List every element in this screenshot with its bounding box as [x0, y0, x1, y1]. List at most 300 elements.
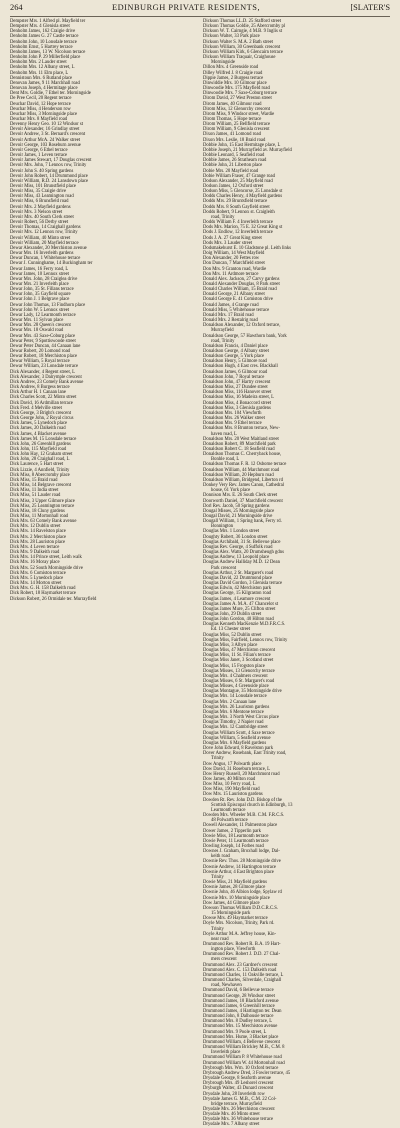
directory-entry: road, Trinity — [211, 214, 235, 220]
directory-entry: Douglas Kenneth MacKenzie M.D.F.R.C.S. — [203, 622, 286, 628]
directory-entry: Inverleith place — [211, 1050, 241, 1056]
directory-entry: Dover Andrew, Rosebank, East Trinity road, — [203, 751, 287, 757]
directory-entry: Dowden Mrs. Wheeler M.B. C.M. F.R.C.S. — [203, 813, 285, 819]
directory-entry: Trinity — [211, 926, 224, 932]
directory-entry: Dickson William Traquair, Craighouse — [203, 55, 276, 61]
directory-entry: Devoir Mrs. 3 Nelson street — [10, 209, 63, 215]
directory-entry: Drummond Rev. Robert R. B.A. 19 Hart- — [203, 941, 281, 947]
directory-entry: Dodds Mrs. 29 Bruntsfield terrace — [203, 199, 268, 205]
directory-entry: Drummond Charles, 11 Oakville terrace, L — [203, 972, 284, 978]
directory-entry: Donaldson George, 5 York place — [203, 354, 265, 360]
directory-entry: Dodsmakehurst E. 10 Gladstone pl. Leith links — [203, 245, 292, 251]
directory-entry: Douglas Mrs. 2 Canaan lane — [203, 699, 257, 705]
directory-entry: Scottish Episcopal church in Edinburgh, 13 — [211, 802, 293, 808]
directory-entry: Dickson William, 30 Greenbank crescent — [203, 44, 281, 50]
directory-entry: Dixon James, 41 Lomond road — [203, 132, 261, 138]
directory-entry: Douglas Timothy, 2 Napier road — [203, 720, 264, 726]
directory-entry: Devoir George, 103 Roseburn avenue — [10, 142, 81, 148]
directory-entry: Devoir Robert, 56 Derby street — [10, 220, 69, 226]
right-column — [203, 19, 394, 1128]
directory-entry: Dewar Peter, 9 Spottiswoode street — [10, 338, 76, 344]
directory-entry: Donaldson James, 6 Gilmour road — [203, 369, 268, 375]
directory-entry: Denholm James, 162 Craigie drive — [10, 29, 76, 35]
directory-entry: Dick James, 4 Blacket avenue — [10, 431, 67, 437]
directory-entry: Denholm John, 10 Lonsdale terrace — [10, 39, 77, 45]
directory-entry: Dirom Thomas, 5 Hope terrace — [203, 116, 262, 122]
left-column — [10, 19, 201, 646]
directory-entry: ington place, Viewforth — [211, 947, 256, 953]
directory-entry: Downie John, 46 Albion lodge, Spylaw rd — [203, 890, 282, 896]
directory-entry: Deuchar Miss, 3 Morningside place — [10, 111, 78, 117]
directory-entry: Dowie Peter, 11 Learmonth terrace — [203, 838, 269, 844]
directory-entry: Donaldson John, 7 Royal terrace — [203, 374, 265, 380]
directory-entry: Dempster Mrs. 1 Alfred pl. Mayfield ter — [10, 19, 86, 24]
directory-entry: Donaldson Hugh, 4 East cres. Blackhall — [203, 364, 278, 370]
directory-entry: Donnison Mrs. E. 26 South Clerk street — [203, 493, 278, 499]
directory-entry: Dick Miss, 25 Leamington terrace — [10, 503, 75, 509]
directory-entry: Donaldson Robert, 89 Marchfield park — [203, 441, 276, 447]
directory-entry: Dorl Rev. Jacob, 50 Spring gardens — [203, 503, 270, 509]
directory-entry: Donaldson Mrs. 26 Walker street — [203, 416, 265, 422]
directory-entry: Devoir William, 20 Mayfield terrace — [10, 240, 79, 246]
directory-entry: Don Duncan, 7 Marchfield street — [203, 261, 265, 267]
directory-entry: Dow Henry Russell, 20 Marchmont road — [203, 771, 280, 777]
directory-entry: Devoir Mrs. 12 Lennox row, Trinity — [10, 230, 78, 236]
directory-entry: Devoir James Stewart, 17 Douglas crescent — [10, 158, 92, 164]
directory-entry: Douglas Andrew, 13 Leopold place — [203, 555, 270, 561]
directory-entry: Dent Mrs. Goldie, 7 Ethel ter. Morningside — [10, 91, 91, 97]
directory-entry: Dennistoun Mrs. 6 Rutland place — [10, 75, 73, 81]
directory-entry: Denholm Mrs. 11 Elm place, L — [10, 70, 69, 76]
directory-entry: Dempster Mrs. 4 Glenisla street — [10, 24, 70, 30]
directory-entry: Ed. 13 Chester street — [211, 627, 251, 633]
directory-entry: Drysdale George, 8 Seaforth avenue — [203, 1076, 271, 1082]
directory-entry: Downie Rev. Thos. 28 Morningside drive — [203, 859, 281, 865]
directory-entry: Drummond John, 8 Dalhousie terrace — [203, 1014, 274, 1020]
directory-entry: Devoir John Robert, 14 Drummond place — [10, 173, 88, 179]
page-header — [10, 3, 390, 15]
directory-entry: Douglas Misses, 13 Glenorchy terrace — [203, 668, 275, 674]
directory-entry: Doughty Robert, 36 London street — [203, 534, 268, 540]
directory-entry: Dick Mrs. 9 Dalkeith road — [10, 550, 60, 556]
directory-entry: Dewar Mrs. 43 Saxe-Coburg place — [10, 333, 76, 339]
directory-entry: Dick Miss, 14 Belgrave crescent — [10, 483, 72, 489]
directory-entry: Drummond James, 10 Blackford avenue — [203, 998, 279, 1004]
directory-entry: Dewar Mrs. 21 Inverleith place — [10, 281, 69, 287]
directory-entry: Donaldson Miss, 3 Glenisla gardens — [203, 405, 271, 411]
directory-entry: Deuchar Miss, 4 Henderson row — [10, 106, 71, 112]
directory-entry: Denovan Joseph, 4 Hermitage place — [10, 86, 78, 92]
directory-entry: Dewar John, 35 Gayfield square — [10, 292, 71, 298]
directory-entry: Drysdale Mrs. 26 Merchiston crescent — [203, 1106, 275, 1112]
directory-entry: Douglas Montague, 35 Morningside drive — [203, 689, 282, 695]
directory-entry: haven road, L — [211, 431, 237, 437]
directory-entry: Devoir James, 1 Leven terrace — [10, 153, 68, 159]
directory-entry: Drummond Mrs. 15 Merchiston avenue — [203, 1024, 278, 1030]
directory-entry: Learmonth terrace — [211, 807, 246, 813]
directory-entry: Douglas John Gordon, 40 Hilton road — [203, 617, 274, 623]
directory-entry: Dewar Mrs. 11 Sylvan place — [10, 318, 64, 324]
directory-entry: Don Alexander, 20 Fettes row — [203, 256, 260, 262]
directory-entry: Dewar Mrs. John, 28 Craiglea drive — [10, 276, 78, 282]
directory-entry: Douglas Miss, Fairfield, Lennox row, Trinity — [203, 637, 288, 643]
directory-entry: Douglas James A. M.A. 47 Chancelot st — [203, 601, 279, 607]
directory-entry: Devoir Mrs. 2 Mayfield gardens — [10, 204, 71, 210]
directory-entry: Denholm Mrs. 2 Lauder street — [10, 60, 67, 66]
directory-entry: Dick James, 20 Dalkeith road — [10, 426, 66, 432]
directory-entry: Douglas Miss, 15 Frogston place — [203, 663, 265, 669]
directory-entry: Donaldson Miss, 27 Dundee street — [203, 385, 268, 391]
directory-entry: Douglas Edwin, 42 Merchiston park — [203, 586, 272, 592]
directory-entry: Douglas Andrew Halliday M.D. 12 Dean — [203, 560, 280, 566]
directory-entry: Dobie Mrs. 20 Mayfield road — [203, 168, 259, 174]
directory-entry: Dick Mrs. 14 Prince street, Leith walk — [10, 555, 82, 561]
directory-entry: Downes J. Graham, Broxhall lodge, Dal- — [203, 849, 280, 855]
directory-entry: Dickson Robert, 26 Ormidale ter. Murrayfield — [10, 596, 97, 602]
directory-entry: 15 Morningside park — [211, 911, 251, 917]
directory-entry: Denholm Ernst, 5 Hartrey terrace — [10, 44, 73, 50]
directory-entry: Douglas Miss, 3 Albyn place — [203, 642, 258, 648]
directory-entry: Dodson Miss, 5 Glencorse, 25 Lonsdale st — [203, 189, 283, 195]
directory-entry: Dods J. A. 27 Great King street — [203, 235, 262, 241]
directory-entry: bridge terrace, Murrayfield — [211, 1101, 262, 1107]
directory-entry: Drummond Rev. Robert J. D.D. 27 Chal- — [203, 952, 281, 958]
directory-entry: Denholm James, 13 W. Nicolson terrace — [10, 49, 86, 55]
directory-entry: Dowse Mrs. 49 Haymarket terrace — [203, 916, 268, 922]
directory-entry: Dick Lizzie, 4 Annfield, Trinity — [10, 467, 70, 473]
directory-entry: Drummond Mrs. Hume, 3 Blacket place — [203, 1034, 279, 1040]
directory-entry: keith road — [211, 854, 230, 860]
directory-entry: Dougall William, 1 Spring bank, Ferry rd. — [203, 519, 282, 525]
directory-entry: Dick James, 5 Lynedoch place — [10, 421, 68, 427]
directory-entry: Dirom William, 9 Glenisla crescent — [203, 127, 270, 133]
directory-entry: Dowie Miss, 18 Learmonth terrace — [203, 833, 269, 839]
directory-entry: Dewar James, 16 Ferry road, L — [10, 266, 69, 272]
directory-entry: Dick John, 28 Craighall road, L — [10, 457, 70, 463]
directory-entry: Drummond Alex. C. 153 Dalkeith road — [203, 967, 277, 973]
directory-entry: Douglas William, 5 Seafield avenue — [203, 735, 271, 741]
directory-entry: Dick George John, 2 Royal circus — [10, 416, 74, 422]
directory-entry: Dodds William F. 4 Inverleith terrace — [203, 220, 273, 226]
directory-entry: Dick Mrs. 52 South Morningside drive — [10, 565, 83, 571]
directory-entry: Dodson James, 12 Oxford street — [203, 184, 264, 189]
directory-entry: mers crescent — [211, 957, 237, 963]
directory-entry: Dobie William Fraser, 47 Grange road — [203, 173, 275, 179]
directory-entry: Donaldson John, 47 Hartry crescent — [203, 379, 271, 385]
directory-entry: Dewar Robert, 20 Lomond road — [10, 349, 71, 354]
directory-entry: Dewar Duncan, 1 Whitehouse terrace — [10, 256, 81, 262]
directory-entry: Dirom Miss, 12 Glenorchy crescent — [203, 106, 271, 112]
directory-entry: Douglas John, 29 Dublin street — [203, 611, 262, 617]
directory-entry: Douglas Mrs. 12 Cambridge street — [203, 725, 268, 731]
directory-entry: Drybrough Mrs. 49 Leshorel crescent — [203, 1081, 274, 1087]
directory-entry: Douglas Miss, 52 Dublin street — [203, 632, 262, 638]
directory-entry: Drummond David, 6 Bellevue terrace — [203, 988, 274, 994]
directory-entry: Douglas Mrs. 3 North West Circus place — [203, 715, 279, 721]
directory-entry: Devoir Mrs. John, 7 Lennox row, Trinity — [10, 163, 87, 169]
directory-entry: Dewar Robert, 18 Merchiston place — [10, 354, 78, 360]
directory-entry: Donald Mrs. 2 Restalrig road — [203, 318, 258, 324]
directory-entry: Donaldson George, 57 Hawthorn bank, York — [203, 333, 287, 339]
directory-entry: Drummond Mrs. 9 Poole street, L — [203, 1029, 267, 1035]
directory-entry: Donald George E. 41 Comiston drive — [203, 297, 273, 303]
directory-entry: Dick Mrs. 63 Comely Bank avenue — [10, 519, 77, 525]
directory-entry: Devoir Arthur McA. 24 Walker street — [10, 137, 81, 143]
directory-entry: Dick Miss, 18 Cluny gardens — [10, 508, 65, 514]
directory-entry: near road — [211, 936, 229, 942]
directory-entry: Dodds Mrs. 8 South Gayfield street — [203, 204, 270, 210]
directory-entry: Dougal David, 21 Morningside drive — [203, 514, 273, 519]
directory-entry: Donaldson William, Bridgend, Liberton rd — [203, 477, 283, 483]
directory-entry: Douglas Mrs. 14 Lonsdale terrace — [203, 694, 267, 700]
directory-entry: Drummond William Brickley M.B., C.M. 8 — [203, 1045, 285, 1051]
directory-entry: Denholm Mrs. 12 Albany street, L — [10, 65, 75, 71]
directory-entry: Douglas Misses, 4 Greenside place — [203, 684, 269, 690]
directory-entry: Drummond William P. 8 Whitehouse road — [203, 1055, 282, 1061]
directory-entry: Dods J. Endlow, 12 Inverleith terrace — [203, 230, 273, 236]
directory-entry: Dick Miss, 51 Lauder road — [10, 493, 61, 499]
directory-entry: Drummond Mrs. 8 Dudley terrace, L — [203, 1019, 273, 1025]
directory-entry: Dick Robert, 18 Haymarket terrace — [10, 591, 76, 597]
directory-entry: Dinwoodie Mrs. 7 Saxe-Coburg terrace — [203, 91, 277, 97]
directory-entry: Dippie James, 2 Burgess terrace — [203, 75, 264, 81]
directory-entry: Donaldson Thomas F. R. 12 Osborne terrace — [203, 462, 287, 468]
directory-entry: Drybrough Mrs. Wm. 10 Oxford terrace — [203, 1065, 279, 1071]
directory-entry: Dewar William, 5 Royal terrace — [10, 359, 70, 365]
directory-entry: Donald Miss, 5 Whitehouse terrace — [203, 307, 270, 313]
directory-entry: Dick Andrew, 23 Comely Bank avenue — [10, 379, 84, 385]
directory-entry: Dick Arthur H. 1 Canaan lane — [10, 390, 66, 396]
directory-entry: Dixon Mrs. Leslie, 18 Braid road — [203, 137, 266, 143]
directory-entry: Dick Mrs. 12 Dublin street — [10, 524, 61, 530]
directory-entry: Douglas Miss, 11 St. Filian's terrace — [203, 653, 271, 659]
header-rule — [10, 16, 390, 17]
directory-entry: Drummond James, 4 Hartington ter. Dean — [203, 1009, 282, 1014]
directory-entry: Dickson Walter S. M.A. 2 Bath street — [203, 39, 273, 45]
directory-entry: Downie Arthur, 4 East Brighton place — [203, 869, 274, 875]
directory-entry: Dodds Robert, 9 Lennox st. Craigleith — [203, 209, 275, 215]
directory-entry: Dewar John, 35 St. Fillans terrace — [10, 287, 74, 293]
directory-entry: Douglas Rev. George, 4 Suffolk road — [203, 544, 273, 550]
directory-entry: Dick Laurence, 5 Hart street — [10, 462, 64, 468]
directory-entry: Dods Mrs. Marion, 75 E. 32 Great King st — [203, 225, 283, 231]
directory-entry: road, Trinity — [211, 338, 235, 344]
directory-entry: Dewar William, 23 Lonsdale terrace — [10, 364, 79, 370]
directory-entry: Denovan James, 9 11 Marchhall road — [10, 80, 80, 86]
directory-entry: Douglas Mrs. 6 Mayfield gardens — [203, 740, 267, 746]
directory-entry: Dirom Miss, 9 Windsor street, Wardie — [203, 111, 275, 117]
directory-entry: Dow Miss, 10 Ferry road, L — [203, 782, 256, 788]
directory-entry: Bonhle road, L — [211, 457, 240, 463]
directory-entry: Dick Mrs. 14 Ravelston place — [10, 529, 66, 535]
directory-entry: Douglas Mrs. 26 Lauriston gardens — [203, 704, 270, 710]
directory-entry: Donaldson Thomas C. Cherryback house, — [203, 452, 282, 458]
directory-entry: Dick John, 115 Mayfield road — [10, 446, 67, 452]
directory-entry: Dick Charles Scott, 22 Minto street — [10, 395, 77, 401]
directory-entry: Dick John Hay, 12 Graham street — [10, 452, 73, 458]
directory-entry: Donkey Very Rev. James Canon, Cathedral — [203, 483, 284, 489]
directory-entry: Dow Miss, 190 Mayfield road — [203, 787, 260, 793]
directory-entry: Devoir Miss, 35 Craigie drive — [10, 189, 67, 195]
directory-entry: Dick Mrs. G. H. 158 Dalkeith road — [10, 586, 76, 592]
directory-entry: Dickson W. T. Cairngie, 4 M.B. 9 Inglis st — [203, 29, 283, 35]
directory-entry: Dodds Charles Henry, 4 Mayfield gardens — [203, 194, 283, 200]
directory-entry: Dewar John J. 1 Belgrave place — [10, 297, 70, 303]
directory-entry: Denholm John P. 29 Millerfield place — [10, 55, 81, 61]
directory-entry: Dow James, 40 Milton road — [203, 776, 256, 782]
directory-entry: Dick James M. 15 Lonsdale terrace — [10, 436, 77, 442]
directory-entry: Devoir Alexander, 16 Grindlay street — [10, 127, 80, 133]
directory-entry: Dodson Alexander, 25 Mayfield road — [203, 178, 273, 184]
directory-entry: Don Mrs. 9 Granton road, Wardie — [203, 266, 267, 272]
directory-entry: Dick Miss, 3 Upper Gilmore place — [10, 498, 75, 504]
directory-entry: Dow Mrs. 15 Lauriston gardens — [203, 792, 263, 798]
directory-entry: Devoir Andrew, 3 St. Bernard's crescent — [10, 132, 86, 138]
directory-entry: Dick Mrs. 14 Morton street — [10, 581, 62, 587]
directory-entry: Donaldson Mrs. 104 Viewforth — [203, 410, 262, 416]
directory-entry: Devenny Henry Geo. 10 12 Windsor st — [10, 122, 84, 128]
directory-entry: Douglas George, 15 Kilgraston road — [203, 591, 271, 597]
directory-entry: Dryburgh Walter, 43 Dunard crescent — [203, 1086, 274, 1092]
directory-entry: Dowie Miss, 21 Mayfield gardens — [203, 880, 267, 886]
directory-entry: Donaldson Alexander, 12 Oxford terrace, — [203, 323, 281, 329]
directory-entry: Dow Angus, 17 Polwarth place — [203, 761, 262, 767]
directory-entry: Dirom James, 40 Gilmour road — [203, 101, 262, 107]
directory-entry: Douglas Mrs. 1 London street — [203, 529, 260, 535]
directory-entry: Dick John, 26 Greenhill gardens — [10, 441, 71, 447]
directory-entry: Drummond George, 28 Windsor street — [203, 993, 275, 999]
directory-entry: Dick Miss, 15 Braid road — [10, 477, 58, 483]
directory-entry: Dick Andrew, 8 Burgess terrace — [10, 385, 70, 391]
directory-entry: Douglas David Gordon, 3 Glenisla terrace — [203, 581, 283, 587]
directory-entry: Dick David, 16 Ardmillan terrace — [10, 400, 73, 406]
directory-entry: Dick Miss, 11 India street — [10, 488, 59, 494]
directory-entry: Dewar Lady, 12 Learmonth terrace — [10, 312, 76, 318]
directory-entry: Dilley Wilfred J. 8 Craigie road — [203, 70, 263, 76]
directory-entry: Dobbie Joseph, 21 Murrayfield av. Murrayfield — [203, 147, 292, 153]
directory-entry: Dick Mrs. 5 Lynedoch place — [10, 575, 64, 581]
directory-entry: Dewar J. Cunninghame, 14 Buckingham ter — [10, 261, 93, 267]
directory-entry: Douglas Mrs. 6 Mentone terrace — [203, 709, 264, 715]
directory-entry: Dick Fred. 4 Melville street — [10, 405, 62, 411]
directory-entry: Bonnington — [211, 524, 234, 530]
directory-entry: Dewar John Thomas, 13 Findhorn place — [10, 302, 86, 308]
directory-entry: Dowell Alexander, 11 Palmerston place — [203, 823, 278, 829]
directory-entry: Dick Alexander, 3 Dalrymple crescent — [10, 374, 82, 380]
directory-entry: Donaldson William, 20 Hepburn road — [203, 472, 274, 478]
directory-entry: Douglas David, 22 Drummond place — [203, 575, 273, 581]
directory-entry: Dickson William Kirk, 6 Glencairn terrace — [203, 49, 283, 55]
directory-entry: Dirom William, 25 Bellfield terrace — [203, 122, 271, 128]
directory-entry: Donald George, 21 Albany street — [203, 292, 265, 298]
directory-entry: Dougal Misses, 25 Morningside place — [203, 508, 275, 514]
directory-entry: Downie James, 28 Gilmore place — [203, 885, 266, 891]
directory-entry: Dowling Joseph, 14 Forbes road — [203, 844, 264, 849]
directory-entry: Drummond Alex. 23 Gardner's crescent — [203, 962, 278, 968]
directory-entry: Dobbie James, 26 Strathearn road — [203, 158, 267, 164]
directory-entry: Dinwiddie Mrs. 10 Gilmour place — [203, 80, 267, 86]
directory-entry: Dickson Thomas Goldie, 25 Abercromby pl — [203, 24, 286, 30]
directory-entry: Devoir Miss, 43 Leamington road — [10, 194, 74, 200]
directory-entry: Drummond Charles, Silverdale, Craighall — [203, 978, 282, 984]
directory-entry: Donaldson William, 44 Marchmont road — [203, 467, 280, 473]
directory-entry: Douglas Misses, 6 St. Margaret's road — [203, 679, 275, 684]
directory-entry: Donaldson Mrs. 9 Ethel terrace — [203, 421, 262, 427]
directory-entry: 48 Polwarth terrace — [211, 818, 248, 824]
directory-entry: Drysdale Mrs. 7 Albany street — [203, 1122, 260, 1128]
directory-entry: Park crescent — [211, 565, 237, 571]
directory-entry: Dirom David, 27 West Preston street — [203, 96, 272, 102]
page-number: 264 — [10, 3, 23, 12]
directory-entry: Dick George, 3 Bright's crescent — [10, 410, 72, 416]
directory-entry: Dinwoodie Mrs. 175 Mayfield road — [203, 86, 270, 92]
directory-entry: Donaldson Miss, 4 Bonaccord street — [203, 400, 272, 406]
directory-entry: road, Newhaven — [211, 983, 242, 989]
directory-entry: Donald Alex. Jackson, 27 Carvy gardens — [203, 276, 280, 282]
directory-entry: Donaldson George, 4 Albany street — [203, 349, 269, 354]
directory-entry: Donaldson Mrs. 20 West Maitland street — [203, 436, 279, 442]
directory-entry: Doyle Arthur M.A. Jeffrey house, Kin- — [203, 931, 277, 937]
directory-entry: Dow David, 31 Roseburn terrace, L — [203, 766, 271, 772]
directory-entry: Denholm James G. 27 Castle terrace — [10, 34, 79, 40]
directory-entry: Deuchar Mrs. 8 Mayfield road — [10, 116, 68, 122]
directory-entry: Dewar Mrs. 28 Queen's crescent — [10, 323, 71, 329]
directory-entry: Dick Mrs. 4 Leven terrace — [10, 544, 60, 550]
directory-entry: Dewar Mrs. 18 Oswald road — [10, 328, 64, 334]
directory-entry: Don Mrs. 11 Ardmore terrace — [203, 271, 259, 277]
directory-entry: Doig William, 14 West Mayfield — [203, 251, 265, 257]
directory-entry: Donald Alexander Douglas, 8 Park street — [203, 281, 280, 287]
directory-entry: house, 61 York place — [211, 488, 251, 494]
directory-entry: Devoir Mrs. 40 South Clerk street — [10, 214, 74, 220]
directory-entry: Dobbie John, 21 Liberton place — [203, 163, 263, 169]
publisher-tag: [SLATER'S — [350, 3, 390, 12]
directory-entry: Morningside — [211, 60, 235, 66]
directory-entry: Donaldson Francis, 4 Daniel place — [203, 343, 268, 349]
directory-entry: Donald James, 4 Grange road — [203, 302, 259, 308]
directory-entry: Drysdale Mrs. 46 Minto street — [203, 1112, 260, 1118]
directory-entry: Dobbie John, 15 East Hermitage place, L — [203, 142, 281, 148]
directory-entry: Dick Alexander, 4 Regent street, L — [10, 369, 76, 375]
directory-entry: Devoir William, R.D. 24 Lansdown place — [10, 178, 89, 184]
directory-entry: Drysdale Mrs. 36 Whitehouse terrace — [203, 1117, 274, 1123]
directory-entry: Douglas Mrs. 4 Chalmers crescent — [203, 673, 268, 679]
directory-entry: De Pree Cecil, 20 Regent terrace — [10, 96, 72, 102]
directory-entry: Dickson Thomas LL.D. 25 Stafford street — [203, 19, 282, 24]
directory-entry: Dillon Mrs. 4 Greenside road — [203, 65, 259, 71]
directory-entry: Dewar Alexander, 20 Merchiston avenue — [10, 245, 87, 251]
directory-entry: Dick Mrs. 2 Merchiston place — [10, 534, 67, 540]
directory-entry: Doorworth Daniel, 37 Marchfield crescent — [203, 498, 283, 504]
directory-entry: Dick Mrs. 16 Moray place — [10, 560, 60, 566]
directory-entry: Dove John Edward, 8 Ravelston park — [203, 746, 274, 752]
directory-entry: Donaldson Robert C. 18 Seafield road — [203, 446, 275, 452]
directory-entry: Dick Mrs. 28 Lauriston place — [10, 539, 66, 545]
directory-entry: Dick Mrs. 6 Comiston terrace — [10, 570, 66, 576]
directory-entry: Devoir Miss, 6 Brunsfield road — [10, 199, 69, 205]
directory-entry: Dowden Rt. Rev. John D.D. Bishop of the — [203, 797, 282, 803]
directory-entry: Dick Miss, 11 Mortonhall road — [10, 514, 69, 519]
directory-entry: Dobbie Leonard, 5 Seafield road — [203, 153, 265, 159]
directory-entry: Downie Andrew, 14 Hartington terrace — [203, 864, 276, 870]
directory-entry: Downie Mrs. 10 Morningside place — [203, 895, 270, 901]
directory-entry: Doyle Mrs. Nicolson, Trinity, Park rd. — [203, 921, 275, 927]
directory-entry: Trinity — [211, 874, 224, 880]
directory-entry: Douglas Arthur, 2 St. Margaret's road — [203, 570, 274, 576]
directory-entry: Dick Miss, 8 Abercromby place — [10, 472, 70, 478]
directory-entry: Donaldson Henry, 5 Gilmore road — [203, 359, 267, 365]
directory-entry: Deuchar David, 12 Hope terrace — [10, 101, 71, 107]
